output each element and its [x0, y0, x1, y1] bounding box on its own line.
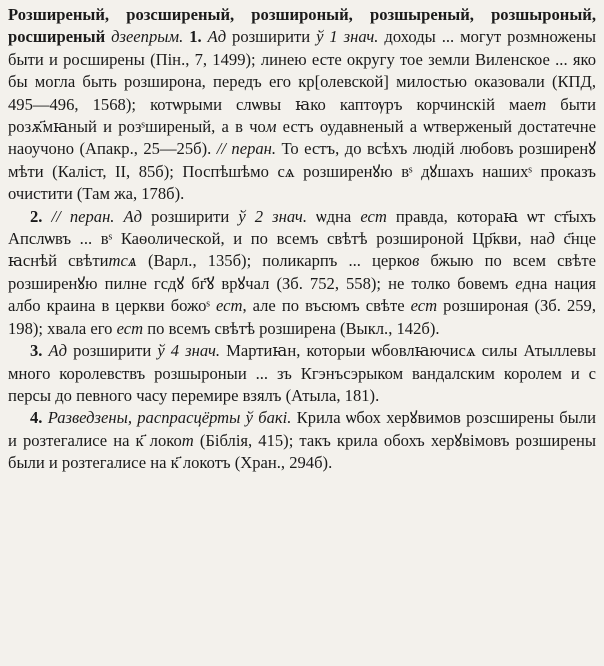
sense-3-def-rest: розширити: [67, 341, 158, 361]
sense-4-text: Крила ѡбох херꙋвимов розсширены были и розтегалисе на к҃ локо: [8, 408, 596, 450]
entry-paragraph-2: [8, 206, 596, 340]
italic-letter: тсѧ: [108, 251, 137, 271]
sense-1-text-2: быти розѫ҃мꙗный и розˢширеный, а в чо: [8, 94, 597, 137]
sense-2-text: правда, котораꙗ ѡт ст҃ыхъ Апслѡвъ ... вˢ Каѳолической, и по всемъ свѣтѣ розшироной Цр҃кви, на: [8, 206, 597, 249]
sense-3-def: Ад: [48, 341, 68, 361]
sense-1-def: Ад: [207, 27, 227, 47]
sense-1-text: доходы ... могут розмножены быти и росширены (Пін., 7, 1499); линею есте округу тое земли Виленское ... яко бы могла быть розширона, передъ его кр[олевской] милостью оказовали (КПД, 495—496, 1568); котѡрыми слѡвы ꙗко каптѹръ корчинскій мае: [8, 27, 596, 114]
italic-letter: т: [181, 430, 194, 450]
italic-word: ест: [116, 318, 144, 338]
sense-2-text: , але по въсюмъ свѣте: [242, 296, 411, 316]
italic-word: ест: [360, 206, 387, 226]
entry-paragraph-4: [8, 407, 596, 474]
italic-letter: т: [534, 94, 547, 114]
italic-letter: в: [412, 251, 420, 271]
entry-paragraph-3: [8, 340, 596, 407]
sense-1-figurative-marker: // перан.: [216, 139, 277, 159]
sense-3-ref: ў 4 знач.: [157, 341, 221, 361]
sense-2-text: с҃нце ꙗснѣй свѣти: [8, 229, 596, 271]
sense-4-text: (Біблія, 415); такъ крила обохъ херꙋвімовъ розширены были и розтегалисе на к҃ локотъ (Хран., 294б).: [8, 430, 596, 473]
sense-number-3: 3.: [30, 341, 43, 361]
sense-1-figurative-text: То естъ, до всѣхъ людій любовъ розширенꙋ мѣти (Каліст, II, 85б); Поспѣшѣмо сѧ розширенꙋю вˢ дꙋшахъ нашихˢ проказъ очистити (Там жа, 178б).: [8, 139, 597, 204]
sense-1-text-3: естъ оудавненый а ѡтверженый достатечне наоучоно (Апакр., 25—25б).: [8, 117, 596, 159]
sense-number-2: 2.: [30, 206, 43, 226]
italic-letter: е: [515, 273, 523, 293]
italic-letter: д: [546, 229, 555, 249]
sense-2-text: дна нация албо краина в церкви божоˢ: [8, 273, 597, 316]
entry-paragraph-1: [8, 4, 596, 206]
sense-2-def-rest: розширити: [142, 206, 239, 226]
part-of-speech: дзеепрым.: [111, 27, 184, 47]
italic-word: ест: [215, 296, 243, 316]
sense-2-text: (Варл., 135б); поликарпъ ... церко: [136, 251, 413, 271]
sense-1-def-rest: розширити: [226, 27, 317, 47]
sense-2-ref: ў 2 знач.: [238, 206, 307, 226]
sense-3-text: Мартиꙗн, которыи ѡбовлꙗючисѧ силы Атыллевы много королевствъ розшыроныи ... зъ Кгэнъсэрыком вандалским королем и с персы до певного часу перемире взялъ (Атыла, 181).: [8, 341, 596, 405]
sense-2-def: Ад: [123, 206, 143, 226]
italic-letter: м: [265, 117, 277, 137]
sense-1-ref: ў 1 знач.: [316, 27, 379, 47]
sense-2-text: ѡдна: [307, 206, 361, 226]
headwords: Розширеный, розсширеный, розшироный, розшыреный, розшыроный, росширеный: [8, 5, 596, 47]
sense-2-text: розшироная (Зб. 259, 198); хвала его: [8, 296, 596, 338]
sense-2-text: бжыю по всем свѣте розширенꙋю пилне гсдꙋ бг҃ꙋ врꙋчал (Зб. 752, 558); не толко бовемъ: [8, 251, 596, 293]
sense-number-1: 1.: [189, 27, 202, 47]
italic-word: ест: [410, 296, 438, 316]
sense-2-marker: // перан.: [51, 206, 115, 226]
sense-number-4: 4.: [30, 408, 43, 428]
sense-4-def: Разведзены, распрасцёрты ў бакі.: [47, 408, 292, 428]
sense-2-text: по всемъ свѣтѣ розширена (Выкл., 142б).: [143, 318, 440, 338]
